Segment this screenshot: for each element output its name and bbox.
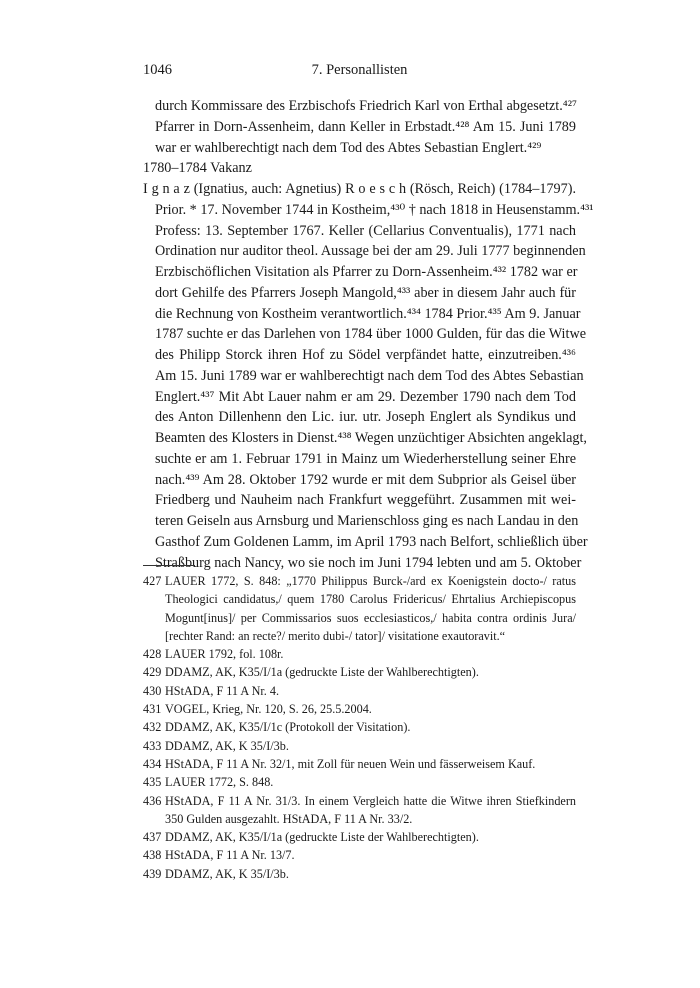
body-line [143, 387, 576, 408]
body-line-text: Pfarrer in Dorn-Assenheim, dann Keller in Erbstadt.⁴²⁸ Am 15. Juni 1789 [155, 118, 576, 135]
body-line-text: dort Gehilfe des Pfarrers Joseph Mangold,⁴³³ aber in diesem Jahr auch für [155, 284, 576, 301]
footnote-text: Theologici candidatus,/ quem 1780 Carolus Fridericus/ Ehrtalius Archiepiscopus [165, 592, 576, 607]
body-line [143, 262, 576, 283]
footnote-line [143, 810, 576, 828]
body-line-text: teren Geiseln aus Arnsburg und Marienschloss ging es nach Landau in den [155, 513, 579, 529]
footnote-line [143, 773, 576, 791]
footnote-text: DDAMZ, AK, K35/I/1a (gedruckte Liste der Wahlberechtigten). [165, 665, 479, 680]
body-line [143, 179, 576, 200]
body-line-text: Straßburg nach Nancy, wo sie noch im Juni 1794 lebten und am 5. Oktober [155, 554, 582, 571]
body-line [143, 366, 584, 387]
body-line-text: Ordination nur auditor theol. Aussage bei der am 29. Juli 1777 beginnenden [155, 243, 586, 260]
footnote-line [143, 865, 576, 883]
page-header [143, 62, 576, 84]
body-line-text: des Anton Dillenhenn den Lic. iur. utr. Joseph Englert als Syndikus und [155, 409, 576, 426]
footnote-number: 427 [143, 574, 162, 588]
footnote-text: 350 Gulden ausgezahlt. HStADA, F 11 A Nr. 33/2. [165, 811, 413, 826]
body-line [143, 304, 581, 325]
body-line-text: durch Kommissare des Erzbischofs Friedrich Karl von Erthal abgesetzt.⁴²⁷ [155, 98, 577, 114]
footnote-line [143, 718, 576, 736]
footnote-text: LAUER 1772, S. 848: „1770 Philippus Burck-/ard ex Koenigstein docto-/ ratus [165, 574, 576, 588]
footnote-number: 430 [143, 683, 162, 698]
body-line [143, 490, 576, 511]
footnote-text: DDAMZ, AK, K35/I/1a (gedruckte Liste der Wahlberechtigten). [165, 830, 479, 845]
footnote-line [143, 755, 576, 773]
body-line-text: Friedberg und Nauheim nach Frankfurt weggeführt. Zusammen mit wei- [155, 492, 576, 509]
footnotes [143, 572, 576, 883]
page-number: 1046 [143, 62, 172, 78]
footnote-number: 434 [143, 756, 162, 771]
body-line-text: Englert.⁴³⁷ Mit Abt Lauer nahm er am 29. Dezember 1790 nach dem Tod [155, 388, 576, 405]
running-title: 7. Personallisten [311, 62, 408, 78]
footnote-number: 429 [143, 665, 162, 680]
body-line-text: die Rechnung von Kostheim verantwortlich.⁴³⁴ 1784 Prior.⁴³⁵ Am 9. Januar [155, 305, 581, 322]
footnote-line [143, 627, 576, 645]
body-text [143, 96, 594, 573]
footnote-line [143, 792, 576, 810]
footnote-text: DDAMZ, AK, K 35/I/3b. [165, 738, 289, 753]
footnote-line [143, 846, 576, 864]
footnote-number: 432 [143, 720, 162, 735]
footnote-line [143, 682, 576, 700]
footnote-number: 438 [143, 848, 162, 863]
body-line [143, 96, 576, 117]
footnote-number: 428 [143, 647, 162, 662]
footnote-line [143, 828, 576, 846]
footnote-text: HStADA, F 11 A Nr. 4. [165, 683, 279, 698]
footnote-text: HStADA, F 11 A Nr. 13/7. [165, 848, 295, 863]
footnote-text: LAUER 1772, S. 848. [165, 775, 274, 790]
body-line [143, 470, 576, 491]
body-line [143, 449, 576, 470]
footnote-text: Mogunt[inus]/ per Commissarios suos ecclesiasticos,/ habita contra ordinis Jura/ [165, 610, 576, 625]
body-line [143, 345, 576, 366]
body-line-text: 1787 suchte er das Darlehen von 1784 über 1000 Gulden, für das die Witwe [155, 326, 586, 343]
body-line [143, 428, 587, 449]
body-line [143, 138, 576, 159]
footnote-line [143, 737, 576, 755]
footnote-number: 431 [143, 702, 162, 717]
body-line [143, 241, 586, 262]
body-line [143, 283, 576, 304]
footnote-line [143, 609, 576, 627]
body-line [143, 117, 576, 138]
footnote-number: 439 [143, 866, 162, 881]
footnote-line [143, 645, 576, 663]
body-line-text: Profess: 13. September 1767. Keller (Cellarius Conventualis), 1771 nach [155, 222, 576, 239]
footnote-line [143, 572, 576, 590]
body-line-text: Erzbischöflichen Visitation als Pfarrer zu Dorn-Assenheim.⁴³² 1782 war er [155, 264, 578, 280]
body-line [143, 221, 576, 242]
footnote-number: 433 [143, 738, 162, 753]
footnote-line [143, 663, 576, 681]
footnote-separator [143, 565, 195, 566]
body-line [143, 511, 579, 532]
footnote-number: 436 [143, 793, 162, 808]
footnote-text: LAUER 1792, fol. 108r. [165, 647, 284, 662]
body-line [143, 200, 594, 221]
body-line [143, 407, 576, 428]
body-line-text: Beamten des Klosters in Dienst.⁴³⁸ Wegen unzüchtiger Absichten angeklagt, [155, 430, 587, 446]
body-line-text: war er wahlberechtigt nach dem Tod des Abtes Sebastian Englert.⁴²⁹ [155, 139, 542, 156]
body-line-text: suchte er am 1. Februar 1791 in Mainz um Wiederherstellung seiner Ehre [155, 450, 576, 467]
body-line-text: 1780–1784 Vakanz [143, 160, 252, 177]
body-line-text: I g n a z (Ignatius, auch: Agnetius) R o e s c h (Rösch, Reich) (1784–1797). [143, 181, 576, 197]
body-line [143, 532, 588, 553]
footnote-text: DDAMZ, AK, K35/I/1c (Protokoll der Visitation). [165, 720, 411, 735]
body-line-text: Am 15. Juni 1789 war er wahlberechtigt nach dem Tod des Abtes Sebastian [155, 367, 584, 384]
footnote-text: DDAMZ, AK, K 35/I/3b. [165, 866, 289, 881]
footnote-number: 437 [143, 830, 162, 845]
footnote-text: HStADA, F 11 A Nr. 32/1, mit Zoll für neuen Wein und fässerweisem Kauf. [165, 756, 536, 771]
body-line-text: nach.⁴³⁹ Am 28. Oktober 1792 wurde er mit dem Subprior als Geisel über [155, 471, 576, 488]
footnote-line [143, 700, 576, 718]
footnote-line [143, 590, 576, 608]
footnote-text: [rechter Rand: an recte?/ merito dubi-/ tator]/ visitatione exautoravit.“ [165, 628, 506, 643]
footnote-text: HStADA, F 11 A Nr. 31/3. In einem Vergleich hatte die Witwe ihren Stiefkindern [165, 793, 576, 808]
footnote-text: VOGEL, Krieg, Nr. 120, S. 26, 25.5.2004. [165, 702, 372, 717]
footnote-number: 435 [143, 775, 162, 790]
body-line [143, 324, 586, 345]
body-line-text: Gasthof Zum Goldenen Lamm, im April 1793 nach Belfort, schließlich über [155, 533, 588, 550]
body-line-text: des Philipp Storck ihren Hof zu Södel verpfändet hatte, einzutreiben.⁴³⁶ [155, 347, 576, 363]
body-line-text: Prior. * 17. November 1744 in Kostheim,⁴³⁰ † nach 1818 in Heusenstamm.⁴³¹ [155, 201, 594, 218]
body-line [143, 553, 582, 574]
body-line [143, 158, 576, 179]
